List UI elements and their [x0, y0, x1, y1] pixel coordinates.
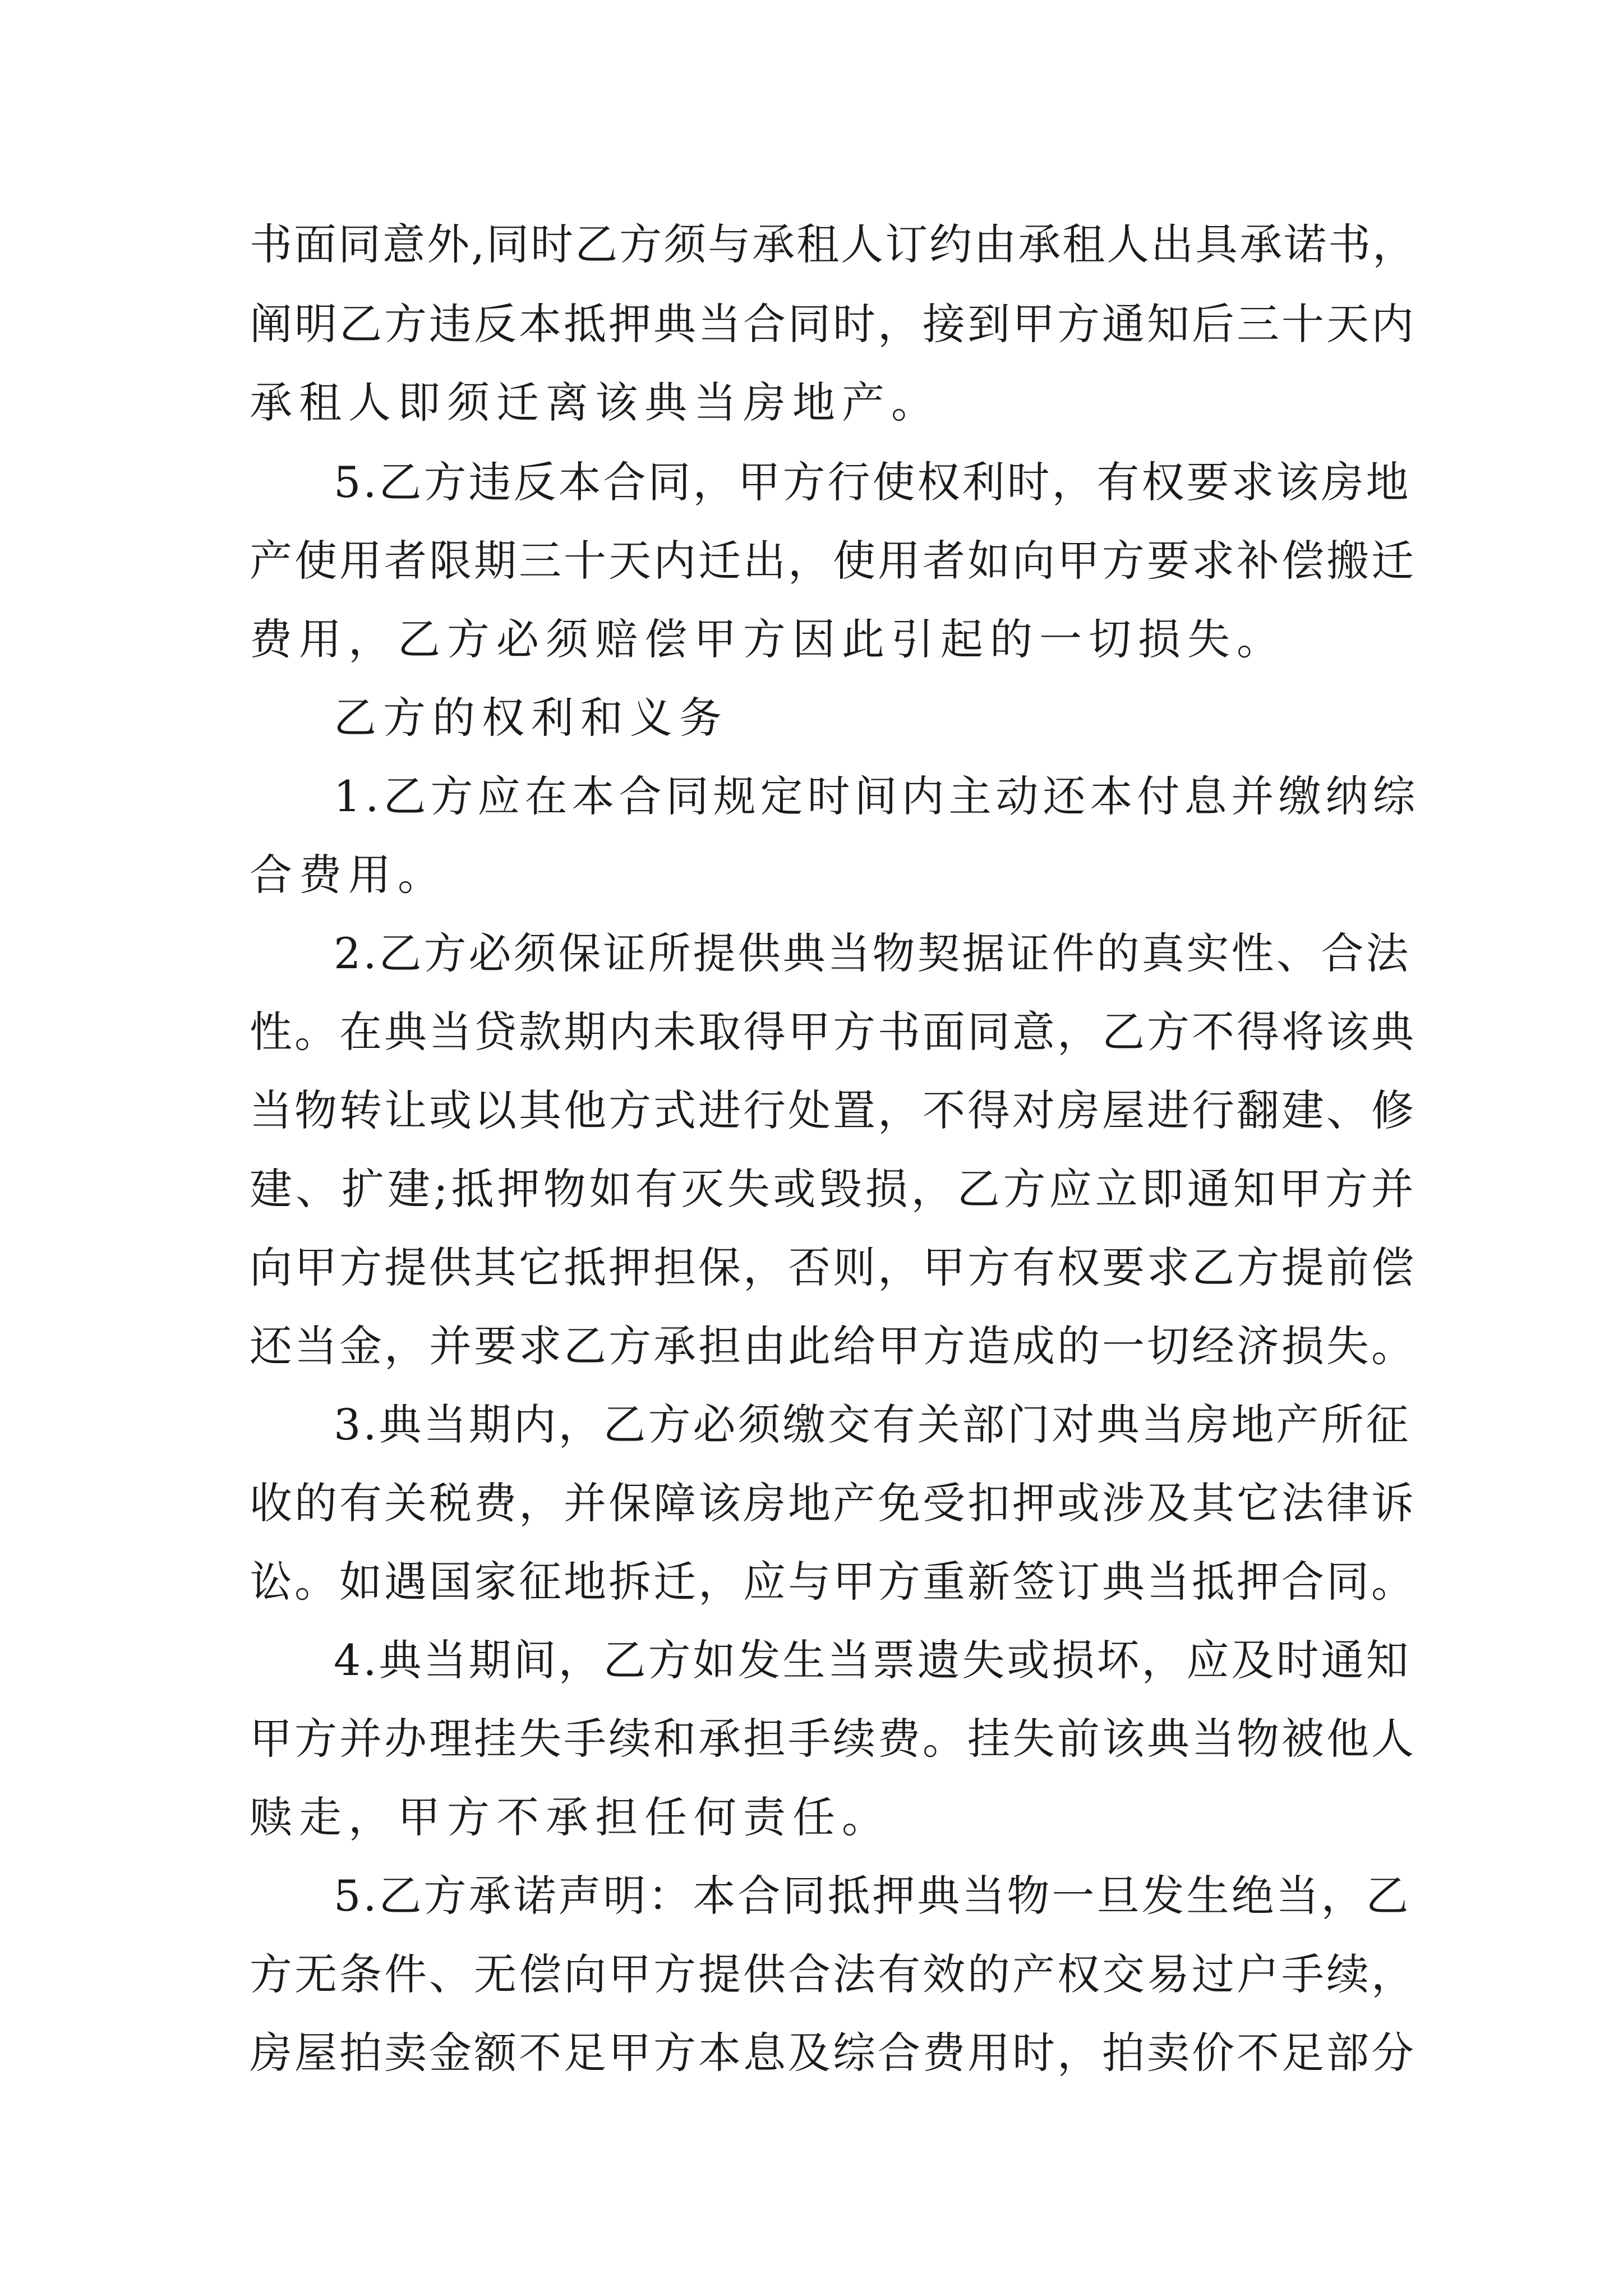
text-line-19: 4.典当期间，乙方如发生当票遗失或损坏，应及时通知 — [334, 1635, 1411, 1685]
text-line-6: 费用，乙方必须赔偿甲方因此引起的一切损失。 — [250, 614, 1286, 664]
text-line-10: 2.乙方必须保证所提供典当物契据证件的真实性、合法 — [334, 928, 1411, 978]
text-line-17: 收的有关税费，并保障该房地产免受扣押或涉及其它法律诉 — [250, 1478, 1416, 1528]
text-line-23: 方无条件、无偿向甲方提供合法有效的产权交易过户手续， — [250, 1949, 1416, 1999]
text-line-15: 还当金，并要求乙方承担由此给甲方造成的一切经济损失。 — [250, 1321, 1416, 1371]
text-line-5: 产使用者限期三十天内迁出，使用者如向甲方要求补偿搬迁 — [250, 536, 1416, 586]
text-line-13: 建、扩建;抵押物如有灭失或毁损，乙方应立即通知甲方并 — [250, 1164, 1417, 1214]
text-line-21: 赎走，甲方不承担任何责任。 — [250, 1792, 891, 1842]
text-line-4: 5.乙方违反本合同，甲方行使权利时，有权要求该房地 — [334, 457, 1411, 507]
text-line-16: 3.典当期内，乙方必须缴交有关部门对典当房地产所征 — [334, 1400, 1411, 1450]
text-line-2: 阐明乙方违反本抵押典当合同时，接到甲方通知后三十天内 — [250, 299, 1416, 349]
text-line-3: 承租人即须迁离该典当房地产。 — [250, 378, 940, 427]
text-line-18: 讼。如遇国家征地拆迁，应与甲方重新签订典当抵押合同。 — [250, 1557, 1416, 1607]
text-line-9: 合费用。 — [250, 850, 447, 900]
text-line-12: 当物转让或以其他方式进行处置，不得对房屋进行翻建、修 — [250, 1085, 1416, 1135]
section-heading: 乙方的权利和义务 — [334, 693, 728, 743]
text-line-20: 甲方并办理挂失手续和承担手续费。挂失前该典当物被他人 — [250, 1714, 1416, 1764]
text-line-22: 5.乙方承诺声明：本合同抵押典当物一旦发生绝当，乙 — [334, 1871, 1411, 1921]
text-line-11: 性。在典当贷款期内未取得甲方书面同意，乙方不得将该典 — [250, 1007, 1416, 1057]
text-line-24: 房屋拍卖金额不足甲方本息及综合费用时，拍卖价不足部分 — [250, 2028, 1416, 2078]
text-line-1: 书面同意外,同时乙方须与承租人订约由承租人出具承诺书， — [250, 219, 1417, 269]
text-line-14: 向甲方提供其它抵押担保，否则，甲方有权要求乙方提前偿 — [250, 1243, 1416, 1292]
text-line-8: 1.乙方应在本合同规定时间内主动还本付息并缴纳综 — [334, 771, 1420, 821]
